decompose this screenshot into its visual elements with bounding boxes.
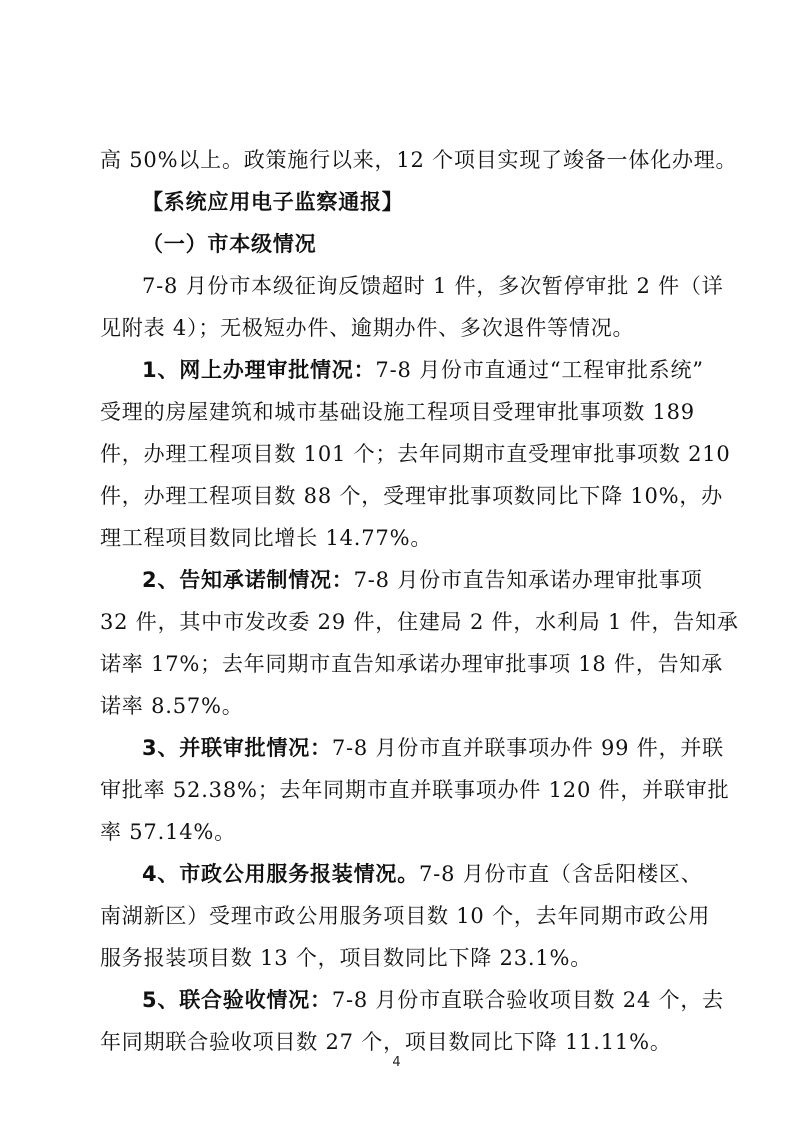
subsection-title: （一）市本级情况: [142, 232, 317, 256]
item-4-text: 7-8 月份市直（含岳阳楼区、: [419, 862, 703, 886]
item-4-heading: 4、市政公用服务报装情况。: [142, 862, 420, 886]
page-number: 4: [392, 1055, 401, 1070]
paragraph-line: 件，办理工程项目数 101 个；去年同期市直受理审批事项数 210: [100, 442, 731, 466]
paragraph-line: 理工程项目数同比增长 14.77%。: [100, 526, 433, 550]
item-3-first-line: [142, 733, 742, 763]
paragraph-line: 件，办理工程项目数 88 个，受理审批事项数同比下降 10%，办: [100, 484, 724, 508]
paragraph-line: 受理的房屋建筑和城市基础设施工程项目受理审批事项数 189: [100, 400, 695, 424]
section-title: 【系统应用电子监察通报】: [142, 190, 404, 214]
paragraph-line: 见附表 4）；无极短办件、逾期办件、多次退件等情况。: [100, 316, 635, 340]
paragraph-line: 32 件，其中市发改委 29 件，住建局 2 件，水利局 1 件，告知承: [100, 610, 739, 634]
item-5-first-line: [142, 985, 742, 1015]
paragraph-line: 服务报装项目数 13 个，项目数同比下降 23.1%。: [100, 946, 593, 970]
paragraph-line: 年同期联合验收项目数 27 个，项目数同比下降 11.11%。: [100, 1030, 672, 1054]
item-1-heading: 1、网上办理审批情况：: [142, 358, 376, 382]
paragraph-line: 诺率 8.57%。: [100, 694, 244, 718]
paragraph-line: 高 50%以上。政策施行以来，12 个项目实现了竣备一体化办理。: [100, 148, 738, 172]
item-5-text: 7-8 月份市直联合验收项目数 24 个，去: [331, 988, 724, 1012]
paragraph-line: 7-8 月份市本级征询反馈超时 1 件，多次暂停审批 2 件（详: [142, 274, 724, 298]
item-3-heading: 3、并联审批情况：: [142, 736, 332, 760]
item-2-text: 7-8 月份市直告知承诺办理审批事项: [353, 568, 703, 592]
item-4-first-line: [142, 859, 742, 889]
paragraph-line: 率 57.14%。: [100, 820, 236, 844]
item-1-first-line: [142, 355, 742, 385]
item-2-heading: 2、告知承诺制情况：: [142, 568, 354, 592]
item-2-first-line: [142, 565, 742, 595]
paragraph-line: 南湖新区）受理市政公用服务项目数 10 个，去年同期市政公用: [100, 904, 711, 928]
item-3-text: 7-8 月份市直并联事项办件 99 件，并联: [331, 736, 724, 760]
paragraph-line: 审批率 52.38%；去年同期市直并联事项办件 120 件，并联审批: [100, 778, 730, 802]
paragraph-line: 诺率 17%；去年同期市直告知承诺办理审批事项 18 件，告知承: [100, 652, 724, 676]
item-5-heading: 5、联合验收情况：: [142, 988, 332, 1012]
item-1-text: 7-8 月份市直通过“工程审批系统”: [375, 358, 704, 382]
